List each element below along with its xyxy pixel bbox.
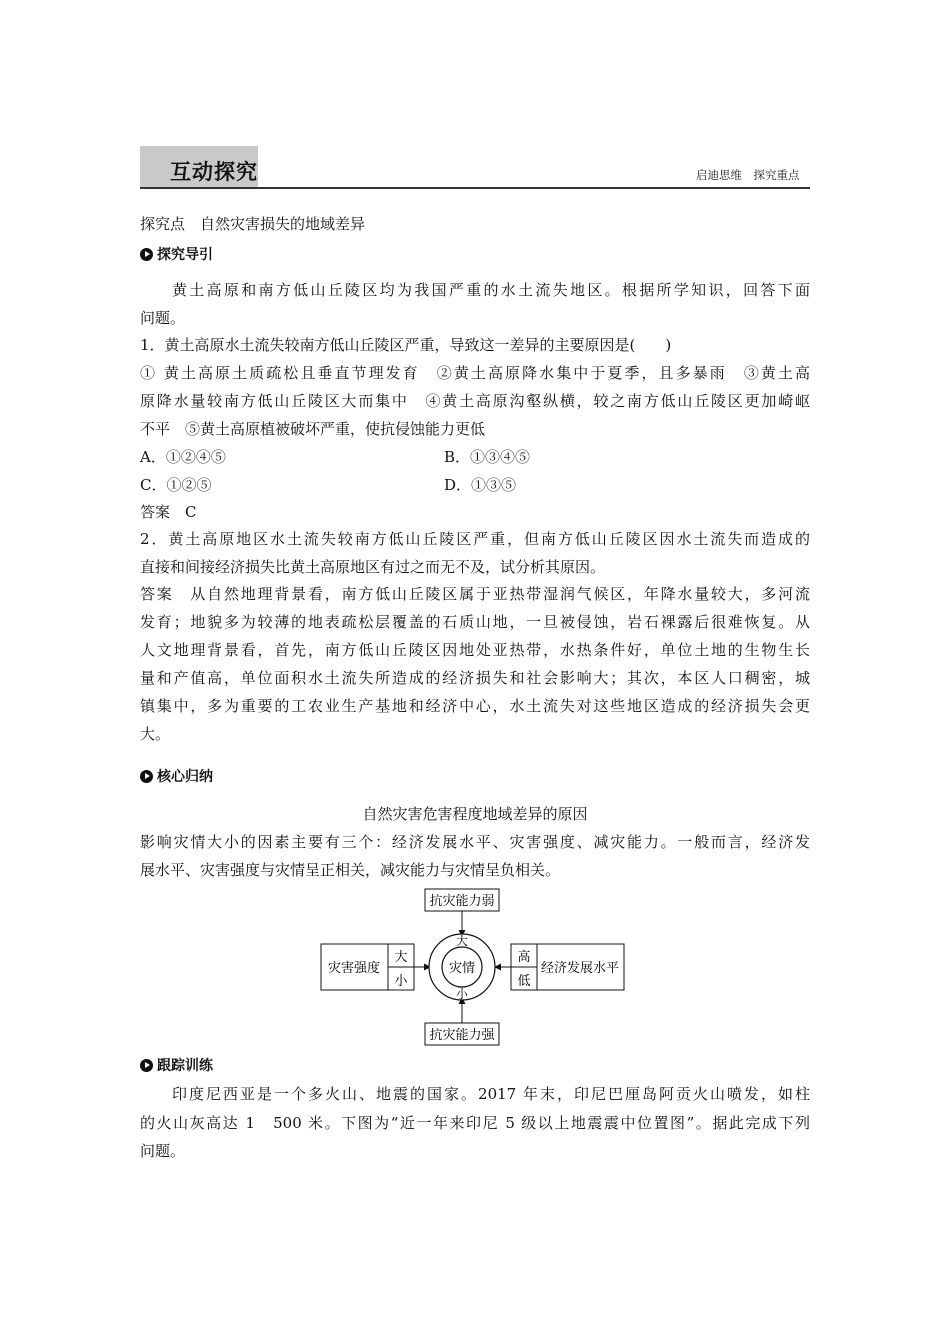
right-box-low: 低 [517,974,531,989]
right-box-label: 经济发展水平 [540,961,620,976]
q2-answer-line-3: 人文地理背景看，首先，南方低山丘陵区因地处亚热带，水热条件好，单位土地的生物生长 [140,641,810,659]
q1-statement-line-1: ① 黄土高原土质疏松且垂直节理发育 ②黄土高原降水集中于夏季，且多暴雨 ③黄土高 [140,364,810,382]
banner-underline [140,187,810,189]
section-training-label: 跟踪训练 [157,1058,213,1074]
left-box-label: 灾害强度 [327,961,381,976]
q1-option-a: A．①②④⑤ [140,448,226,466]
right-box-high: 高 [517,950,531,965]
bottom-box-label: 抗灾能力强 [429,1028,495,1043]
q1-option-d: D．①③⑤ [444,476,517,494]
guide-intro-line-2: 问题。 [140,309,186,327]
play-icon [140,1059,153,1072]
topic-heading: 探究点 自然灾害损失的地域差异 [140,215,366,233]
q1-statement-line-3: 不平 ⑤黄土高原植被破坏严重，使抗侵蚀能力更低 [140,420,486,438]
q1-option-b: B．①③④⑤ [444,448,531,466]
q2-answer-line-4: 量和产值高，单位面积水土流失所造成的经济损失和社会影响大；其次，本区人口稠密，城 [140,669,810,687]
q1-statement-line-2: 原降水量较南方低山丘陵区大而集中 ④黄土高原沟壑纵横，较之南方低山丘陵区更加崎岖 [140,392,810,410]
core-text-line-1: 影响灾情大小的因素主要有三个：经济发展水平、灾害强度、减灾能力。一般而言，经济发 [140,833,810,851]
core-title: 自然灾害危害程度地域差异的原因 [362,805,588,823]
section-banner-subtitle: 启迪思维 探究重点 [696,168,800,182]
section-core-heading [140,766,213,786]
q2-stem-line-1: 2．黄土高原地区水土流失较南方低山丘陵区严重，但南方低山丘陵区因水土流失而造成的 [140,530,810,548]
left-box-small: 小 [394,974,408,989]
play-icon [140,248,153,261]
q2-answer-line-1: 答案 从自然地理背景看，南方低山丘陵区属于亚热带湿润气候区，年降水量较大，多河流 [140,585,810,603]
section-core-label: 核心归纳 [157,769,213,785]
ring-big-label: 大 [455,934,469,948]
training-line-1: 印度尼西亚是一个多火山、地震的国家。2017 年末，印尼巴厘岛阿贡火山喷发，如柱 [172,1085,810,1103]
q2-stem-line-2: 直接和间接经济损失比黄土高原地区有过之而无不及，试分析其原因。 [140,558,606,576]
q2-answer-line-2: 发育；地貌多为较薄的地表疏松层覆盖的石质山地，一旦被侵蚀，岩石裸露后很难恢复。从 [140,613,810,631]
center-label: 灾情 [448,961,476,976]
left-box-big: 大 [394,950,408,965]
q2-answer-line-5: 镇集中，多为重要的工农业生产基地和经济中心，水土流失对这些地区造成的经济损失会更 [140,697,810,715]
section-guide-label: 探究导引 [157,247,213,263]
core-text-line-2: 展水平、灾害强度与灾情呈正相关，减灾能力与灾情呈负相关。 [140,861,561,879]
guide-intro-line-1: 黄土高原和南方低山丘陵区均为我国严重的水土流失地区。根据所学知识，回答下面 [172,281,810,299]
q1-stem: 1．黄土高原水土流失较南方低山丘陵区严重，导致这一差异的主要原因是( ) [140,336,672,354]
play-icon [140,770,153,783]
q1-option-c: C．①②⑤ [140,476,212,494]
q1-answer: 答案 C [140,503,197,521]
ring-small-label: 小 [455,987,469,1001]
section-training-heading [140,1055,213,1075]
top-box-label: 抗灾能力弱 [429,894,495,909]
section-banner-title: 互动探究 [170,160,258,184]
training-line-2: 的火山灰高达 1 500 米。下图为“近一年来印尼 5 级以上地震震中位置图”。据此完成下列 [140,1114,810,1132]
q2-answer-line-6: 大。 [140,725,171,743]
section-guide-heading [140,244,213,264]
disaster-factors-diagram [318,886,628,1048]
training-line-3: 问题。 [140,1142,186,1160]
